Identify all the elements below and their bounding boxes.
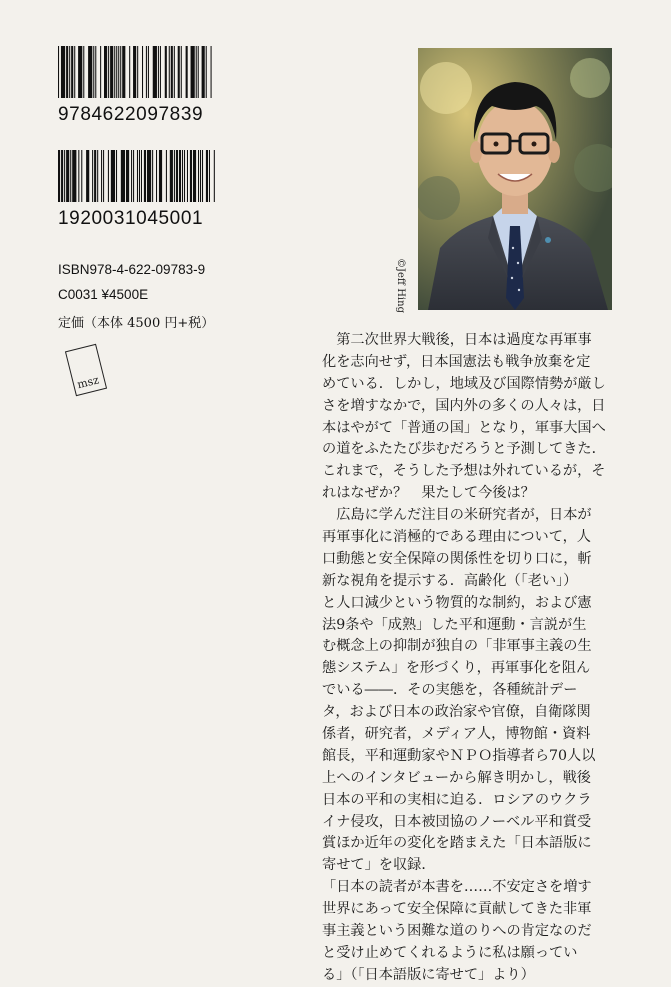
description-line: と受け止めてくれるように私は願ってい xyxy=(322,944,578,961)
barcode-bar xyxy=(147,150,151,202)
barcode-bar xyxy=(58,46,59,98)
barcode-bar xyxy=(69,46,70,98)
barcode-bar xyxy=(111,150,115,202)
description-line: めている．しかし，地域及び国際情勢が厳し xyxy=(322,375,606,392)
description-line: 口動態と安全保障の関係性を切り口に，斬 xyxy=(322,550,592,567)
barcode-bar xyxy=(174,46,175,98)
barcode-bar xyxy=(169,46,170,98)
barcode-bar xyxy=(206,150,208,202)
description-line: 第二次世界大戦後，日本は過度な再軍事 xyxy=(322,332,592,348)
barcode-bar xyxy=(70,150,71,202)
description-line: 世界にあって安全保障に貢献してきた非軍 xyxy=(322,901,592,918)
description-line: タ，および日本の政治家や官僚，自衛隊関 xyxy=(322,704,591,721)
barcode-bar xyxy=(78,150,79,202)
barcode-bar xyxy=(166,150,167,202)
description-line: 日本の平和の実相に迫る．ロシアのウクラ xyxy=(322,791,592,808)
barcode-bar xyxy=(156,150,157,202)
description-line: 化を志向せず，日本国憲法も戦争放棄を定 xyxy=(322,353,591,370)
barcode-bar xyxy=(198,46,199,98)
barcode-bar xyxy=(196,46,197,98)
barcode-bar xyxy=(170,150,173,202)
barcode-bar xyxy=(66,46,68,98)
barcode-bar xyxy=(121,150,125,202)
description-line: と人口減少という物質的な制約，および憲 xyxy=(322,594,592,611)
description-line: 「日本の読者が本書を……不安定さを増す xyxy=(322,879,592,896)
barcode-bar xyxy=(187,150,188,202)
barcode-bar xyxy=(108,46,109,98)
barcode-bar xyxy=(214,150,215,202)
barcode-bar xyxy=(159,150,162,202)
barcode-bar xyxy=(110,46,113,98)
barcode-bar xyxy=(179,150,181,202)
barcode-bar xyxy=(200,150,201,202)
barcode-bar xyxy=(61,46,65,98)
barcode-bottom xyxy=(58,150,216,202)
barcode-bar xyxy=(133,150,134,202)
barcode-bar xyxy=(174,150,175,202)
barcode-bar xyxy=(146,46,147,98)
barcode-bar xyxy=(78,46,82,98)
barcode-bar xyxy=(120,46,121,98)
barcode-bar xyxy=(93,46,94,98)
description-line: でいる――．その実態を，各種統計デー xyxy=(322,682,578,699)
barcode-bottom-number: 1920031045001 xyxy=(58,208,204,229)
description-line: 法9条や「成熟」した平和運動・言説が生 xyxy=(322,616,587,633)
description-line: イナ侵攻，日本被団協のノーベル平和賞受 xyxy=(322,813,592,830)
barcode-bar xyxy=(144,150,146,202)
barcode-bar xyxy=(66,150,69,202)
photo-credit: ©Jeff Hing xyxy=(395,258,406,313)
description-line: これまで，そうした予想は外れているが，そ xyxy=(322,463,606,480)
classification-code: C0031 ¥4500E xyxy=(58,287,149,302)
barcode-bar xyxy=(97,150,98,202)
author-photo-image xyxy=(418,48,612,310)
barcode-bar xyxy=(114,46,115,98)
description-line: 広島に学んだ注目の米研究者が，日本が xyxy=(322,507,592,524)
barcode-bar xyxy=(182,150,183,202)
barcode-bar xyxy=(190,150,192,202)
barcode-bar xyxy=(206,46,207,98)
description-line: む概念上の抑制が独自の「非軍事主義の生 xyxy=(322,638,592,655)
barcode-bar xyxy=(126,150,129,202)
barcode-bar xyxy=(158,46,159,98)
barcode-bar xyxy=(193,150,196,202)
description-line: 上へのインタビューから解き明かし，戦後 xyxy=(322,769,591,786)
barcode-bar xyxy=(178,46,180,98)
barcode-bar xyxy=(86,150,89,202)
barcode-bar xyxy=(165,46,167,98)
barcode-bar xyxy=(139,150,140,202)
barcode-bar xyxy=(108,150,109,202)
barcode-bar xyxy=(153,46,157,98)
barcode-bar xyxy=(83,46,84,98)
barcode-bar xyxy=(92,150,93,202)
author-photo xyxy=(418,48,612,310)
barcode-bar xyxy=(133,46,136,98)
barcode-bar xyxy=(116,150,117,202)
barcode-bar xyxy=(181,46,182,98)
barcode-bar xyxy=(71,46,73,98)
barcode-bar xyxy=(72,150,76,202)
description-text xyxy=(322,330,618,987)
barcode-bar xyxy=(152,150,153,202)
barcode-bar xyxy=(198,150,199,202)
barcode-bar xyxy=(104,46,107,98)
barcode-bar xyxy=(171,46,173,98)
description-line: さを増すなかで，国内外の多くの人々は，日 xyxy=(322,397,606,414)
price-text: 定価（本体 4500 円+税） xyxy=(58,316,215,331)
barcode-bar xyxy=(118,46,119,98)
description-line: 賞ほか近年の変化を踏まえた「日本語版に xyxy=(322,835,592,852)
barcode-bar xyxy=(88,46,92,98)
barcode-bar xyxy=(137,150,138,202)
barcode-bar xyxy=(148,46,149,98)
barcode-bar xyxy=(176,150,178,202)
description-line: 態システム」を形づくり，再軍事化を阻ん xyxy=(322,660,591,677)
barcode-bar xyxy=(209,150,210,202)
description-line: 館長，平和運動家やＮＰＯ指導者ら70人以 xyxy=(322,747,596,764)
barcode-top-number: 9784622097839 xyxy=(58,104,204,125)
description-line: 本はやがて「普通の国」となり，軍事大国へ xyxy=(322,419,606,436)
barcode-bar xyxy=(74,46,75,98)
description-line: る」（「日本語版に寄せて」より） xyxy=(322,966,535,983)
barcode-bar xyxy=(129,46,130,98)
barcode-bar xyxy=(122,46,125,98)
barcode-bar xyxy=(103,150,104,202)
barcode-bar xyxy=(116,46,117,98)
description-line: の道をふたたび歩むだろうと予測してきた． xyxy=(322,441,606,458)
barcode-bar xyxy=(81,150,82,202)
barcode-bar xyxy=(191,46,195,98)
barcode-bar xyxy=(141,150,142,202)
barcode-top xyxy=(58,46,216,98)
publisher-logo xyxy=(65,344,107,396)
barcode-bar xyxy=(202,150,203,202)
barcode-bar xyxy=(211,46,212,98)
description-line: 係者，研究者，メディア人，博物館・資料 xyxy=(322,726,591,743)
barcode-bar xyxy=(142,46,143,98)
barcode-bar xyxy=(58,150,60,202)
description-line: 再軍事化に消極的である理由について，人 xyxy=(322,529,591,546)
barcode-bar xyxy=(137,46,138,98)
description-line: 新な視角を提示する．高齢化（「老い」） xyxy=(322,572,578,589)
barcode-bar xyxy=(64,150,65,202)
description-line: 寄せて」を収録． xyxy=(322,857,436,874)
barcode-bar xyxy=(94,150,96,202)
barcode-bar xyxy=(95,46,96,98)
barcode-bar xyxy=(184,150,185,202)
barcode-bar xyxy=(61,150,63,202)
description-line: 事主義という困難な道のりへの肯定なのだ xyxy=(322,923,592,940)
barcode-bar xyxy=(186,46,188,98)
barcode-bar xyxy=(202,46,205,98)
description-line: れはなぜか？ 果たして今後は？ xyxy=(322,485,535,502)
barcode-bar xyxy=(100,46,101,98)
isbn-text: ISBN978-4-622-09783-9 xyxy=(58,262,206,277)
barcode-bar xyxy=(160,46,161,98)
barcode-bar xyxy=(101,150,102,202)
barcode-bar xyxy=(131,150,132,202)
publisher-logo-text: msz xyxy=(75,373,101,392)
